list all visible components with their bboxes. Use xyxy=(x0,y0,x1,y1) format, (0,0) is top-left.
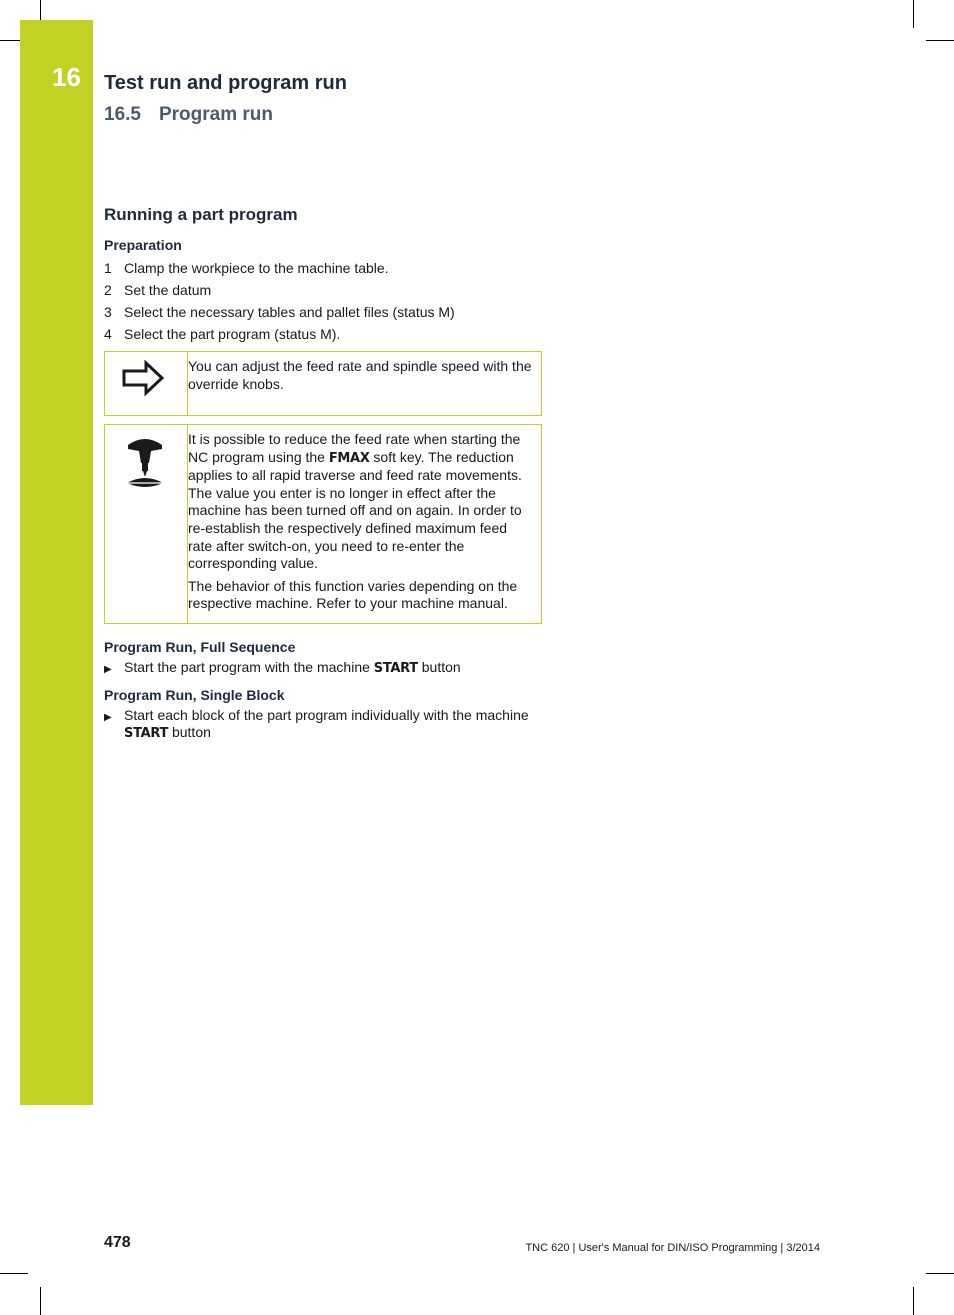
main-content xyxy=(104,205,544,743)
footer-text: TNC 620 | User's Manual for DIN/ISO Programming | 3/2014 xyxy=(525,1242,820,1254)
chapter-number: 16 xyxy=(52,62,81,92)
crop-mark xyxy=(913,0,914,28)
list-item xyxy=(104,659,544,679)
crop-mark xyxy=(40,1287,41,1315)
list-item xyxy=(104,707,544,743)
crop-mark xyxy=(913,1287,914,1315)
step-text: Set the datum xyxy=(124,282,212,298)
page-number: 478 xyxy=(104,1234,131,1251)
text-span: button xyxy=(417,658,461,675)
machine-spindle-icon xyxy=(125,435,165,489)
preparation-steps xyxy=(104,257,544,345)
machine-icon-cell xyxy=(105,425,188,623)
full-sequence-label: Program Run, Full Sequence xyxy=(104,638,296,655)
full-sequence-list xyxy=(104,659,544,679)
step-number: 4 xyxy=(104,326,112,342)
fmax-softkey-label: FMAX xyxy=(328,450,370,466)
chapter-tab xyxy=(20,20,93,1105)
tip-text xyxy=(188,352,541,415)
text-span: It is possible to reduce the feed rate when starting the NC program using the xyxy=(188,431,521,465)
step-number: 2 xyxy=(104,282,112,298)
section-number: 16.5 xyxy=(104,104,141,125)
machine-paragraph-2: The behavior of this function varies depending on the respective machine. Refer to your machine manual. xyxy=(188,577,518,612)
bullet-triangle-icon: ▶ xyxy=(104,663,112,675)
arrow-right-icon xyxy=(121,360,165,396)
section-title xyxy=(104,104,273,126)
chapter-title: Test run and program run xyxy=(104,72,347,94)
step-text: Clamp the workpiece to the machine table. xyxy=(124,260,389,276)
crop-mark xyxy=(0,1273,28,1274)
text-span: soft key. The reduction applies to all rapid traverse and feed rate movements. The value you enter is no longer in effect after the machine has been turned off and on again. In order to re-establish the respectively defined maximum feed rate after switch-on, you need to re-enter the corresponding value. xyxy=(188,448,522,572)
list-item xyxy=(104,279,544,301)
bullet-text xyxy=(124,659,461,679)
list-item xyxy=(104,301,544,323)
text-span: button xyxy=(168,724,211,741)
list-item xyxy=(104,323,544,345)
crop-mark xyxy=(0,40,20,41)
machine-paragraph-1 xyxy=(188,431,533,573)
text-span: Start each block of the part program individually with the machine xyxy=(124,706,529,723)
start-key-label: START xyxy=(373,660,418,676)
machine-note xyxy=(104,424,542,624)
machine-text xyxy=(188,425,541,623)
step-number: 1 xyxy=(104,260,112,276)
start-key-label: START xyxy=(124,726,169,742)
crop-mark xyxy=(40,0,41,20)
crop-mark xyxy=(926,1273,954,1274)
tip-paragraph: You can adjust the feed rate and spindle speed with the override knobs. xyxy=(188,358,532,392)
text-span: Start the part program with the machine xyxy=(124,658,374,675)
preparation-label: Preparation xyxy=(104,237,182,253)
step-text: Select the necessary tables and pallet files (status M) xyxy=(124,304,455,320)
step-number: 3 xyxy=(104,304,112,320)
bullet-text xyxy=(124,707,544,743)
crop-mark xyxy=(926,40,954,41)
tip-note xyxy=(104,351,542,416)
list-item xyxy=(104,257,544,279)
single-block-list xyxy=(104,707,544,743)
section-name: Program run xyxy=(158,104,274,125)
single-block-label: Program Run, Single Block xyxy=(104,686,285,703)
step-text: Select the part program (status M). xyxy=(124,326,341,342)
tip-icon-cell xyxy=(105,352,188,415)
page-heading: Running a part program xyxy=(104,205,298,224)
bullet-triangle-icon: ▶ xyxy=(104,711,112,723)
